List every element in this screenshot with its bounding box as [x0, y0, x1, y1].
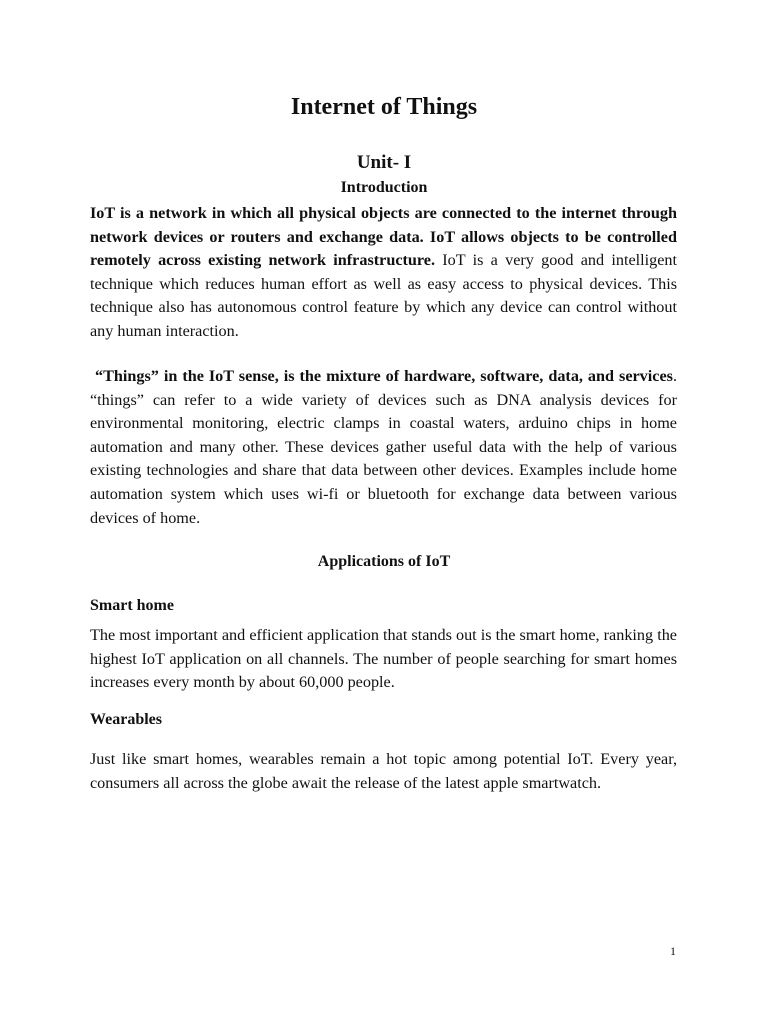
- introduction-paragraph: [90, 202, 677, 344]
- smart-home-heading: Smart home: [90, 597, 174, 614]
- introduction-bold-text: IoT is a network in which all physical objects are connected to the internet through network devices or routers and exchange data. IoT allows objects to be controlled remotely across existing network infrastructure.: [90, 204, 677, 270]
- page-number: 1: [670, 944, 676, 958]
- wearables-paragraph: Just like smart homes, wearables remain a hot topic among potential IoT. Every year, consumers all across the globe await the release of the latest apple smartwatch.: [90, 750, 677, 792]
- wearables-heading: Wearables: [90, 711, 162, 728]
- introduction-text: IoT is a very good and intelligent technique which reduces human effort as well as easy access to physical devices. This technique also has autonomous control feature by which any device can control without any human interaction.: [90, 251, 677, 340]
- things-paragraph: [90, 365, 677, 530]
- applications-heading: Applications of IoT: [317, 553, 451, 570]
- unit-heading: Unit- I: [356, 152, 412, 173]
- document-title: Internet of Things: [290, 94, 478, 120]
- introduction-heading: Introduction: [340, 179, 428, 196]
- things-bold-text: “Things” in the IoT sense, is the mixture of hardware, software, data, and services: [94, 367, 673, 385]
- things-text: . “things” can refer to a wide variety of devices such as DNA analysis devices for environmental monitoring, electric clamps in coastal waters, arduino chips in home automation and many other. These devices gather useful data with the help of various existing technologies and share that data between other devices. Examples include home automation system which uses wi-fi or bluetooth for exchange data between various devices of home.: [90, 367, 677, 527]
- smart-home-paragraph: The most important and efficient application that stands out is the smart home, ranking the highest IoT application on all channels. The number of people searching for smart homes increases every month by about 60,000 people.: [90, 626, 677, 692]
